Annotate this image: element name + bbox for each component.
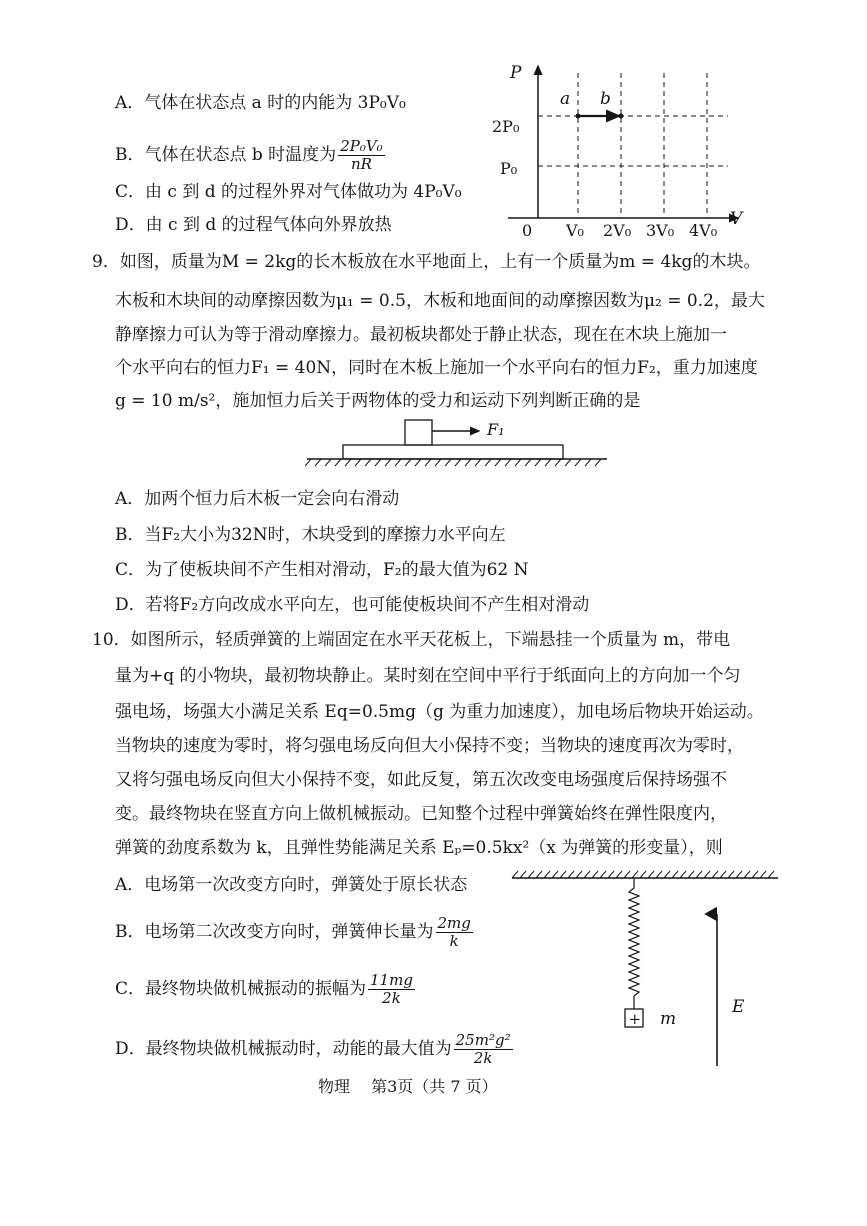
fraction-numerator: 2mg [437,914,471,932]
y-tick-2p0: 2P₀ [492,117,520,136]
small-block [405,420,432,445]
fraction-denominator: 2k [473,1049,493,1067]
q9-stem-2: 木板和木块间的动摩擦因数为μ₁ = 0.5，木板和地面间的动摩擦因数为μ₂ = 0.2，最大 [115,291,765,311]
fraction-numerator: 25m²g² [455,1031,511,1049]
q10-option-d-text: D．最终物块做机械振动时，动能的最大值为 [115,1039,452,1059]
q10-option-d-fraction [454,1032,513,1067]
q8-option-d: D．由 c 到 d 的过程气体向外界放热 [115,215,392,235]
v-axis-label: V [730,209,743,229]
q9-option-a: A．加两个恒力后木板一定会向右滑动 [115,489,400,509]
q9-stem-3: 静摩擦力可认为等于滑动摩擦力。最初板块都处于静止状态，现在在木块上施加一 [115,325,727,345]
mass-label: m [660,1009,677,1029]
point-b [619,114,624,119]
p-axis-label: P [510,63,522,83]
page-footer: 物理 第3页（共 7 页） [318,1077,498,1096]
q9-option-c: C．为了使板块间不产生相对滑动，F₂的最大值为62 N [115,560,529,580]
fraction-denominator: k [449,932,459,950]
q9-option-d: D．若将F₂方向改成水平向左，也可能使板块间不产生相对滑动 [115,595,590,615]
x-tick-2v0: 2V₀ [603,221,632,240]
q9-stem-4: 个水平向右的恒力F₁ = 40N，同时在木板上施加一个水平向右的恒力F₂，重力加速度 [115,358,758,378]
q10-option-d [115,1032,513,1067]
q8-option-a: A．气体在状态点 a 时的内能为 3P₀V₀ [115,93,406,113]
fraction-denominator: 2k [382,989,401,1007]
q10-stem-3: 强电场，场强大小满足关系 Eq=0.5mg（g 为重力加速度），加电场后物块开始运动。 [115,702,764,722]
pv-graph [488,58,753,248]
force-f1-label: F₁ [487,420,505,439]
q8-option-b-fraction [338,138,385,173]
q10-option-a: A．电场第一次改变方向时，弹簧处于原长状态 [115,875,468,895]
q10-option-c-fraction [368,972,415,1007]
q8-option-c: C．由 c 到 d 的过程外界对气体做功为 4P₀V₀ [115,182,462,202]
fraction-numerator: 11mg [370,971,413,989]
q10-option-c-text: C．最终物块做机械振动的振幅为 [115,979,367,999]
ceiling-hatching [512,871,774,878]
origin-label: 0 [522,221,533,240]
ground-hatching [305,459,601,466]
q10-option-b [115,915,473,950]
x-tick-v0: V₀ [566,221,584,240]
q8-option-b [115,138,385,173]
spring [629,878,639,1009]
q8-option-b-text: B．气体在状态点 b 时温度为 [115,145,337,165]
q9-stem-5: g = 10 m/s²，施加恒力后关于两物体的受力和运动下列判断正确的是 [115,391,641,411]
q10-option-c [115,972,415,1007]
point-a [576,114,581,119]
x-tick-4v0: 4V₀ [689,221,718,240]
q10-option-b-fraction [436,915,473,950]
q9-stem-1: 9．如图，质量为M = 2kg的长木板放在水平地面上，上有一个质量为m = 4kg的木块。 [92,252,761,272]
x-tick-3v0: 3V₀ [646,221,675,240]
q10-stem-6: 变。最终物块在竖直方向上做机械振动。已知整个过程中弹簧始终在弹性限度内， [115,804,727,824]
q10-stem-4: 当物块的速度为零时，将匀强电场反向但大小保持不变；当物块的速度再次为零时， [115,736,744,756]
fraction-numerator: 2P₀V₀ [340,137,383,155]
q10-stem-5: 又将匀强电场反向但大小保持不变，如此反复，第五次改变电场强度后保持场强不 [115,770,727,790]
board-block-figure [305,418,610,468]
y-tick-p0: P₀ [500,159,518,178]
charge-sign: + [628,1010,642,1028]
field-label: E [732,997,745,1017]
q10-stem-7: 弹簧的劲度系数为 k，且弹性势能满足关系 Eₚ=0.5kx²（x 为弹簧的形变量），则 [115,838,723,858]
q9-option-b: B．当F₂大小为32N时，木块受到的摩擦力水平向左 [115,525,506,545]
q10-stem-2: 量为+q 的小物块，最初物块静止。某时刻在空间中平行于纸面向上的方向加一个匀 [115,666,741,686]
q10-option-b-text: B．电场第二次改变方向时，弹簧伸长量为 [115,922,434,942]
point-b-label: b [600,89,611,109]
q10-stem-1: 10．如图所示，轻质弹簧的上端固定在水平天花板上，下端悬挂一个质量为 m，带电 [92,630,731,650]
spring-figure [510,868,780,1070]
point-a-label: a [560,89,571,109]
long-board [343,445,563,459]
fraction-denominator: nR [350,155,372,173]
